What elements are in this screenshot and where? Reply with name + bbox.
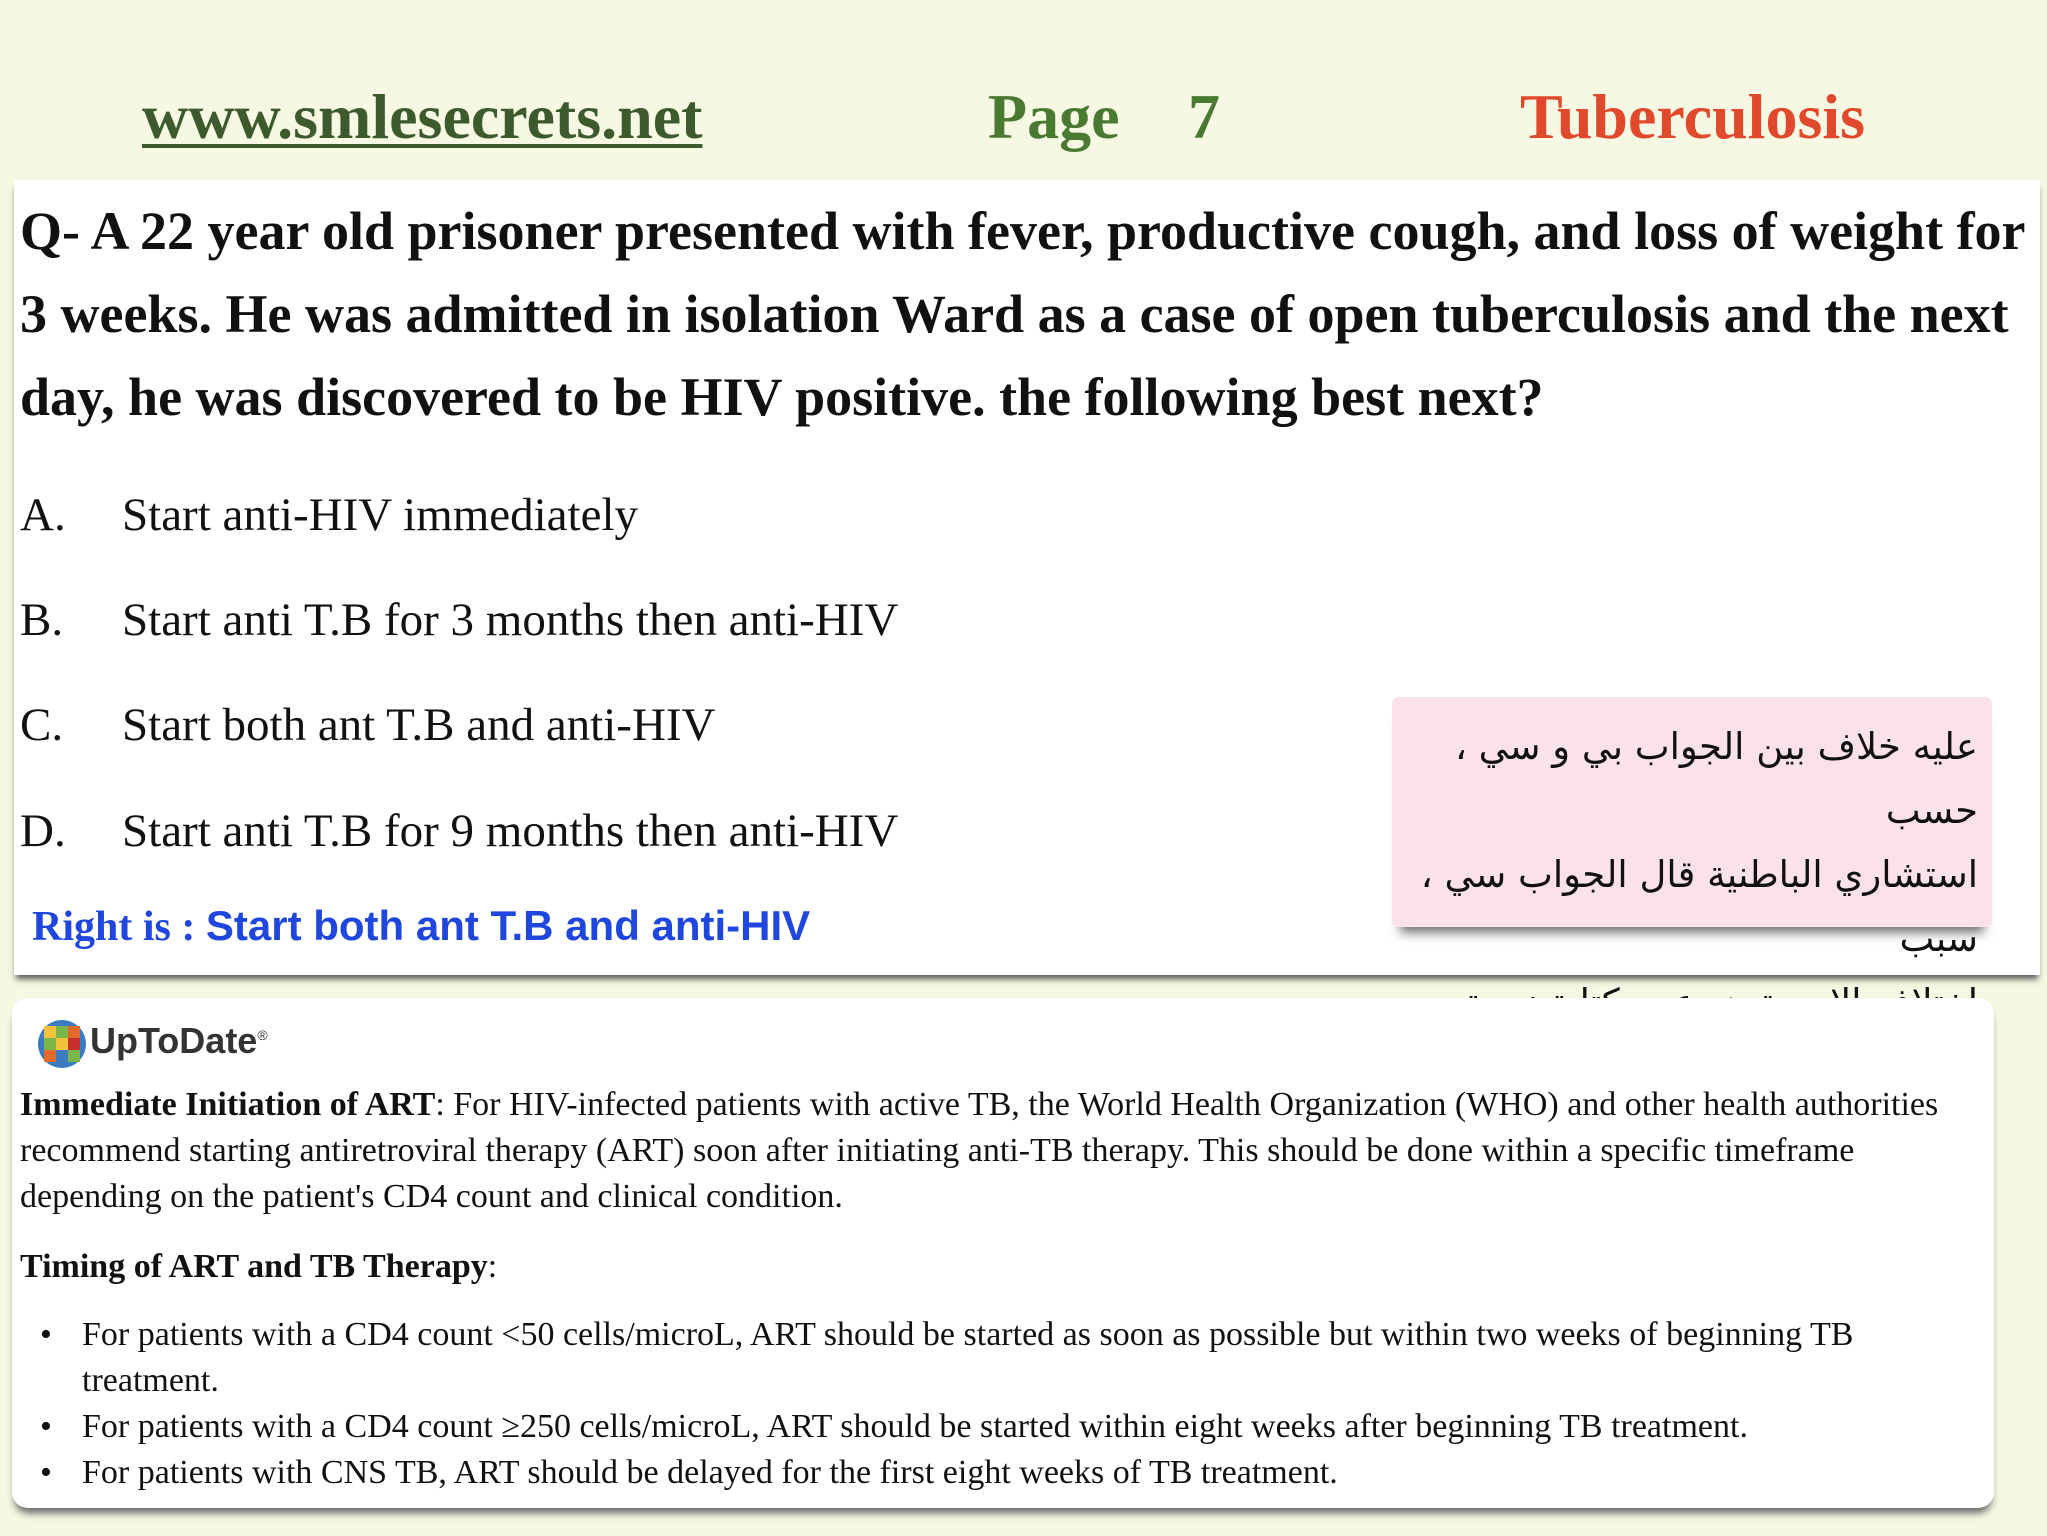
reference-heading-2: Timing of ART and TB Therapy [20,1248,488,1285]
correct-answer [32,902,810,951]
page-header [0,70,2047,160]
answer-prefix: Right is : [32,904,206,950]
note-line: عليه خلاف بين الجواب بي و سي ، حسب [1454,725,1978,832]
option-text: Start anti-HIV immediately [122,489,639,541]
reference-paragraph-1 [20,1082,1980,1220]
option-letter: C. [20,699,64,751]
list-item: • For patients with a CD4 count <50 cells/microL, ART should be started as soon as possible but within two weeks of beginning TB treatment. [40,1316,1854,1399]
option-letter: B. [20,594,64,646]
option-letter: A. [20,489,66,541]
reference-heading-1: Immediate Initiation of ART [20,1086,436,1123]
uptodate-logo-icon [36,1018,88,1070]
reference-card [12,998,1994,1508]
arabic-note [1392,697,1992,960]
answer-value: Start both ant T.B and anti-HIV [205,902,811,949]
option-text: Start both ant T.B and anti-HIV [122,699,716,751]
question-text: Q- A 22 year old prisoner presented with fever, productive cough, and loss of weight for 3 weeks. He was admitted in isolation Ward as a case of open tuberculosis and the next day, he was discovered to be HIV positive. the following best next? [20,201,2025,427]
option-text: Start anti T.B for 3 months then anti-HIV [122,594,899,646]
reference-body [20,1082,1980,1496]
list-item: • For patients with a CD4 count ≥250 cells/microL, ART should be started within eight weeks after beginning TB treatment. [40,1408,1748,1445]
option-c[interactable] [20,698,716,752]
list-item: • For patients with CNS TB, ART should be delayed for the first eight weeks of TB treatment. [40,1454,1338,1491]
option-d[interactable] [20,804,898,858]
option-b[interactable] [20,593,898,647]
page-label: Page [988,81,1120,152]
option-letter: D. [20,805,66,857]
note-line: استشاري الباطنية قال الجواب سي ، سبب [1420,853,1978,960]
option-text: Start anti T.B for 9 months then anti-HIV [122,805,899,857]
topic-title: Tuberculosis [1520,81,1866,152]
website-link[interactable]: www.smlesecrets.net [142,81,703,152]
option-a[interactable] [20,488,638,542]
reference-bullet-list [20,1312,1980,1496]
reference-paragraph-2: Timing of ART and TB Therapy: [20,1248,498,1285]
brand-name: UpToDate® [90,1020,268,1061]
page-number: 7 [1188,81,1220,152]
reference-text-1: : For HIV-infected patients with active TB, the World Health Organization (WHO) and other health authorities recommend starting antiretroviral therapy (ART) soon after initiating anti-TB therapy. This should be done within a specific timeframe depending on the patient's CD4 count and clinical condition. [20,1086,1939,1215]
